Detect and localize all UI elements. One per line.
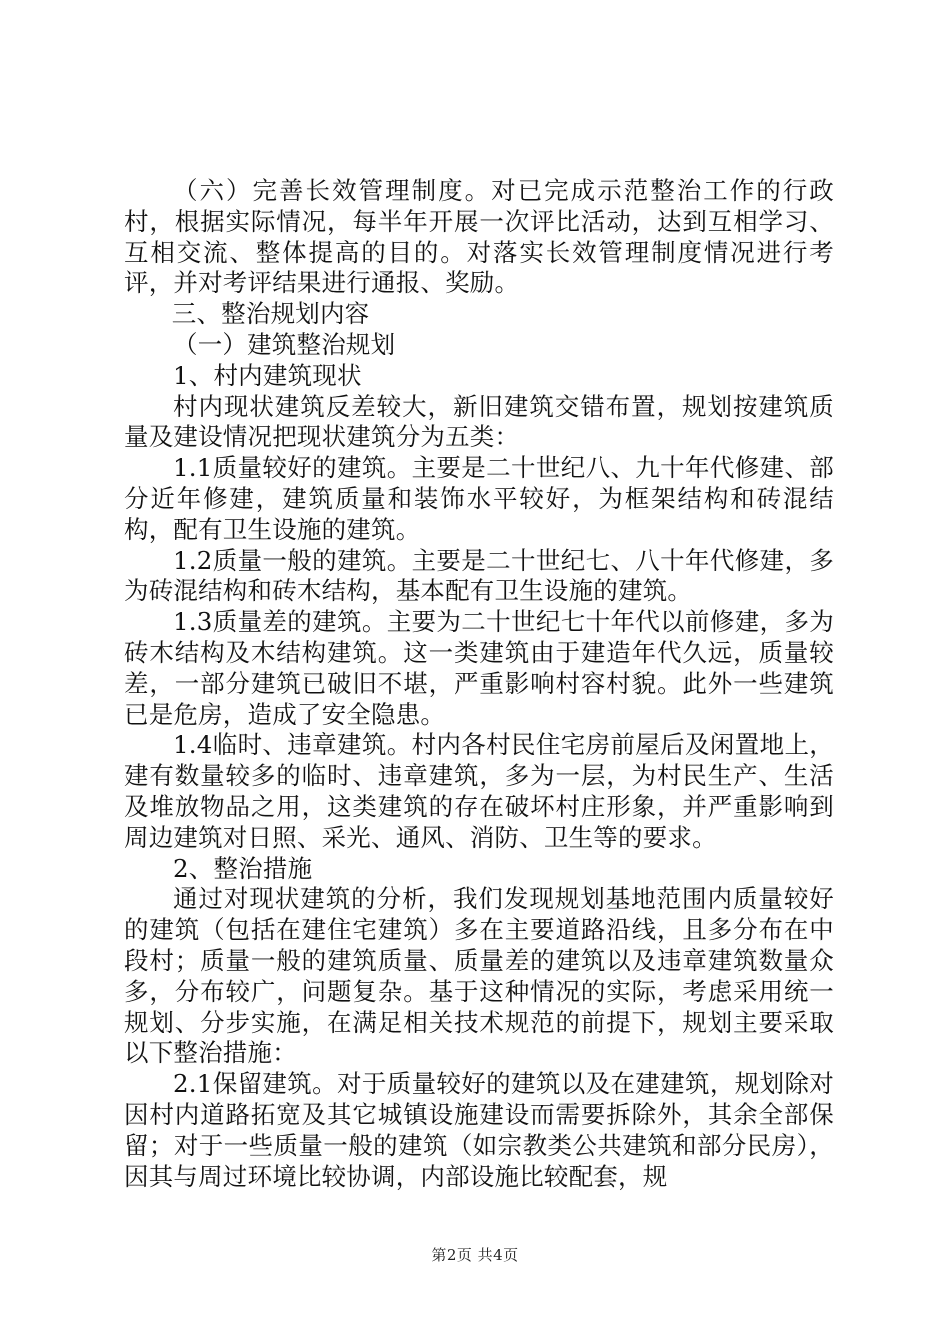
item-heading-2: 2、整治措施	[173, 853, 313, 883]
paragraph-building-status: 村内现状建筑反差较大，新旧建筑交错布置，规划按建筑质量及建设情况把现状建筑分为五类：	[124, 391, 834, 452]
subsection-heading-1: （一）建筑整治规划	[173, 329, 396, 359]
item-heading-1: 1、村内建筑现状	[173, 360, 362, 390]
paragraph-1-3: 1.3质量差的建筑。主要为二十世纪七十年代以前修建，多为砖木结构及木结构建筑。这一类建筑由于建造年代久远，质量较差，一部分建筑已破旧不堪，严重影响村容村貌。此外一些建筑已是危房，造成了安全隐患。	[124, 607, 834, 729]
paragraph-1-1: 1.1质量较好的建筑。主要是二十世纪八、九十年代修建、部分近年修建，建筑质量和装饰水平较好，为框架结构和砖混结构，配有卫生设施的建筑。	[124, 453, 834, 544]
paragraph-analysis: 通过对现状建筑的分析，我们发现规划基地范围内质量较好的建筑（包括在建住宅建筑）多在主要道路沿线，且多分布在中段村；质量一般的建筑质量、质量差的建筑以及违章建筑数量众多，分布较广，问题复杂。基于这种情况的实际，考虑采用统一规划、分步实施，在满足相关技术规范的前提下，规划主要采取以下整治措施：	[124, 884, 834, 1068]
paragraph-2-1: 2.1保留建筑。对于质量较好的建筑以及在建建筑，规划除对因村内道路拓宽及其它城镇设施建设而需要拆除外，其余全部保留；对于一些质量一般的建筑（如宗教类公共建筑和部分民房），因其与周过环境比较协调，内部设施比较配套，规	[124, 1069, 834, 1191]
section-heading-3: 三、整治规划内容	[171, 299, 370, 329]
page-footer: 第2页 共4页	[431, 1246, 519, 1264]
paragraph-6-management: （六）完善长效管理制度。对已完成示范整治工作的行政村，根据实际情况，每半年开展一次评比活动，达到互相学习、互相交流、整体提高的目的。对落实长效管理制度情况进行考评，并对考评结果进行通报、奖励。	[124, 176, 834, 298]
document-body	[124, 176, 834, 1192]
paragraph-1-2: 1.2质量一般的建筑。主要是二十世纪七、八十年代修建，多为砖混结构和砖木结构，基本配有卫生设施的建筑。	[124, 545, 834, 606]
paragraph-1-4: 1.4临时、违章建筑。村内各村民住宅房前屋后及闲置地上，建有数量较多的临时、违章建筑，多为一层，为村民生产、生活及堆放物品之用，这类建筑的存在破坏村庄形象，并严重影响到周边建筑对日照、采光、通风、消防、卫生等的要求。	[124, 730, 834, 852]
